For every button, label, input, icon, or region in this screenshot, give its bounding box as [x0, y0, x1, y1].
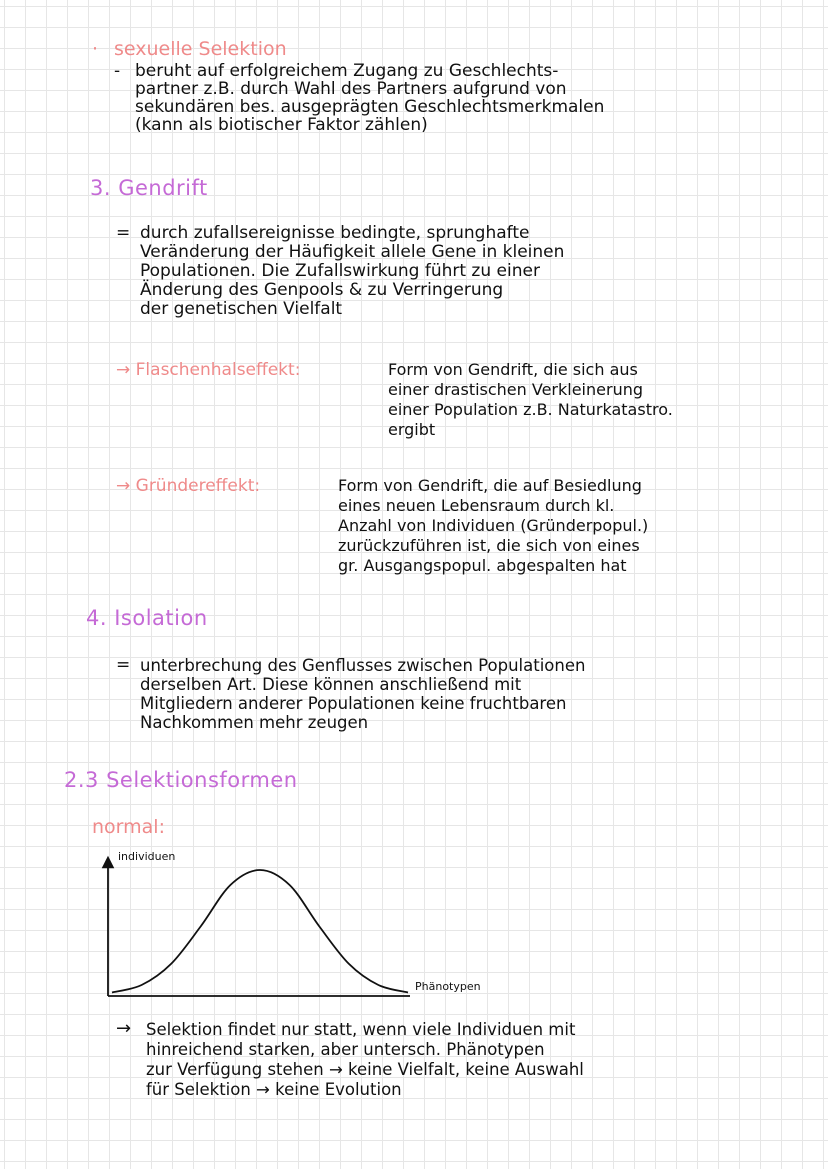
normal-selection-chart	[90, 840, 530, 1010]
text-line: Änderung des Genpools & zu Verringerung	[140, 280, 504, 300]
conclusion-text	[146, 1020, 584, 1100]
x-axis-label: Phänotypen	[415, 980, 481, 993]
text-line: (kann als biotischer Faktor zählen)	[135, 115, 428, 135]
sexual-selection-text	[135, 62, 604, 134]
gendrift-title: 3. Gendrift	[90, 176, 208, 200]
normal-label: normal:	[92, 816, 165, 838]
text-line: der genetischen Vielfalt	[140, 299, 343, 319]
y-axis-label: individuen	[118, 850, 176, 863]
text-line: ergibt	[388, 420, 436, 439]
text-line: einer Population z.B. Naturkatastro.	[388, 400, 673, 419]
text-line: hinreichend starken, aber untersch. Phänotypen	[146, 1040, 545, 1059]
text-line: für Selektion → keine Evolution	[146, 1080, 402, 1099]
bottleneck-text	[388, 360, 673, 440]
text-line: Form von Gendrift, die sich aus	[388, 360, 638, 379]
isolation-title: 4. Isolation	[86, 606, 208, 630]
text-line: zurückzuführen ist, die sich von eines	[338, 536, 640, 555]
conclusion-arrow: →	[116, 1018, 132, 1039]
gendrift-text	[140, 224, 564, 319]
text-line: unterbrechung des Genflusses zwischen Populationen	[140, 656, 586, 675]
bottleneck-label: → Flaschenhalseffekt:	[116, 360, 301, 380]
text-line: einer drastischen Verkleinerung	[388, 380, 643, 399]
text-line: gr. Ausgangspopul. abgespalten hat	[338, 556, 627, 575]
text-line: Form von Gendrift, die auf Besiedlung	[338, 476, 642, 495]
gendrift-eq: =	[116, 223, 131, 243]
text-line: beruht auf erfolgreichem Zugang zu Geschlechts-	[135, 61, 559, 81]
sexual-selection-title: sexuelle Selektion	[114, 38, 287, 60]
text-line: zur Verfügung stehen → keine Vielfalt, keine Auswahl	[146, 1060, 584, 1079]
text-line: Populationen. Die Zufallswirkung führt zu einer	[140, 261, 540, 281]
text-line: sekundären bes. ausgeprägten Geschlechtsmerkmalen	[135, 97, 605, 117]
selection-forms-title: 2.3 Selektionsformen	[64, 768, 298, 792]
text-line: durch zufallsereignisse bedingte, sprunghafte	[140, 223, 530, 243]
bell-curve-line	[112, 870, 408, 993]
text-line: Nachkommen mehr zeugen	[140, 713, 369, 732]
isolation-eq: =	[116, 655, 131, 675]
text-line: derselben Art. Diese können anschließend mit	[140, 675, 522, 694]
isolation-text	[140, 656, 585, 732]
text-line: Selektion findet nur statt, wenn viele Individuen mit	[146, 1020, 576, 1039]
founder-text	[338, 476, 648, 576]
bullet-dot: ·	[92, 38, 99, 60]
sexual-selection-dash: -	[114, 61, 121, 81]
text-line: Mitgliedern anderer Populationen keine fruchtbaren	[140, 694, 567, 713]
text-line: partner z.B. durch Wahl des Partners aufgrund von	[135, 79, 567, 99]
founder-label: → Gründereffekt:	[116, 476, 261, 496]
text-line: Anzahl von Individuen (Gründerpopul.)	[338, 516, 649, 535]
text-line: eines neuen Lebensraum durch kl.	[338, 496, 615, 515]
text-line: Veränderung der Häufigkeit allele Gene in kleinen	[140, 242, 565, 262]
